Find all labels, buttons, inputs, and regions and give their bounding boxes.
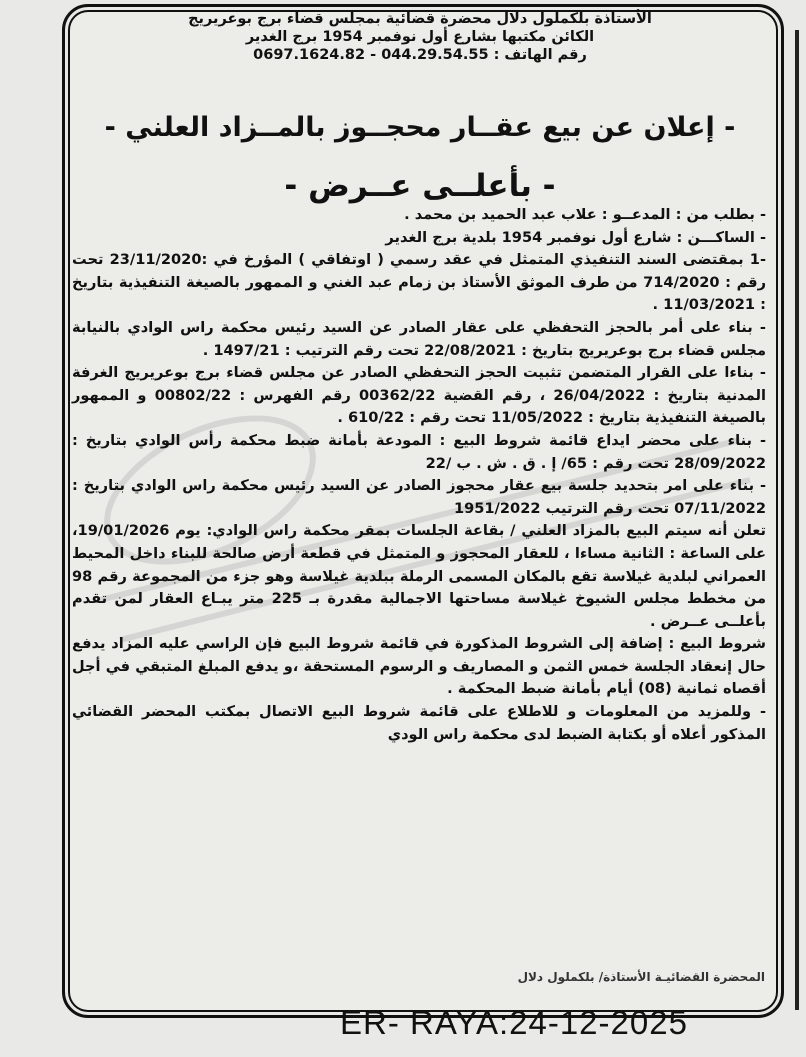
publication-stamp: ER- RAYA:24-12-2025 [340,1004,688,1041]
header-line-office: الأستاذة بلكملول دلال محضرة قضائية بمجلس قضاء برج بوعريريج [188,11,652,27]
paragraph-auction-announcement: تعلن أنه سيتم البيع بالمزاد العلني / بقاعة الجلسات بمقر محكمة راس الوادي: يوم 19/01/2026، على الساعة : الثانية مساءا ، للعقار المحجوز و المتمثل في قطعة أرض صالحة للبناء داخل المحيط العمراني لبلدية غيلاسة تقع بالمكان المسمى الرملة ببلدية غيلاسة وهو جزء من المجموعة رقم 98 من مخطط مجلس الشيوخ غيلاسة مساحتها الاجمالية مقدرة بـ 225 متر يبـاع العقار لمن تقدم بأعلــى عــرض . [72,522,766,630]
paragraph-requester: - بطلب من : المدعــو : علاب عبد الحميد بن محمد . [404,206,766,223]
paragraph-residence: - الساكـــن : شارع أول نوفمبر 1954 بلدية برج الغدير [385,228,766,246]
paragraph-conditions-deposit: - بناء على محضر ايداع قائمة شروط البيع : المودعة بأمانة ضبط محكمة رأس الوادي بتاريخ : 28/09/2022 تحت رقم : 65/ إ . ق . ش . ب /22 [72,431,766,472]
notice-subtitle: - بأعلــى عــرض - [284,168,556,204]
paragraph-confirmation-decision: - بناءا على القرار المتضمن تثبيت الحجز التحفظي الصادر عن مجلس قضاء برج بوعريريج الغرفة المدنية بتاريخ : 26/04/2022 ، رقم القضية 00362/22 رقم الفهرس : 00802/22 و الممهور بالصيغة التنفيذية بتاريخ : 11/05/2022 تحت رقم : 610/22 . [72,364,766,427]
header-line-address: الكائن مكتبها بشارع أول نوفمبر 1954 برج الغدير [245,29,595,45]
paragraph-executive-title: -1 بمقتضى السند التنفيذي المتمثل في عقد رسمي ( اوتفاقي ) المؤرخ في :23/11/2020 تحت رقم : 714/2020 من طرف الموثق الأستاذ بن زمام عبد الغني و الممهور بالصيغة التنفيذية بتاريخ : 11/03/2021 . [72,251,766,314]
bailiff-header [90,10,750,64]
header-line-phone: رقم الهاتف : 044.29.54.55 - 0697.1624.82 [253,47,587,63]
paragraph-session-order: - بناء على امر بتحديد جلسة بيع عقار محجوز الصادر عن السيد رئيس محكمة راس الوادي بتاريخ : 07/11/2022 تحت رقم الترتيب 1951/2022 [72,477,766,517]
paragraph-contact-info: - وللمزيد من المعلومات و للاطلاع على قائمة شروط البيع الاتصال بمكتب المحضر القضائي المذكور أعلاه أو بكتابة الضبط لدى محكمة راس الودي [72,703,766,743]
paragraph-seizure-order: - بناء على أمر بالحجز التحفظي على عقار الصادر عن السيد رئيس محكمة راس الوادي بالنيابة مجلس قضاء برج بوعريريج بتاريخ : 22/08/2021 تحت رقم الترتيب : 1497/21 . [72,318,766,359]
adjacent-column-edge [795,30,799,1010]
paragraph-sale-conditions: شروط البيع : إضافة إلى الشروط المذكورة في قائمة شروط البيع فإن الراسي عليه المزاد يدفع حال إنعقاد الجلسة خمس الثمن و المصاريف و الرسوم المستحقة ،و يدفع المبلغ المتبقي في أجل أقصاه ثمانية (08) أيام بأمانة ضبط المحكمة . [72,635,766,698]
notice-title: - إعلان عن بيع عقــار محجــوز بالمــزاد العلني - [104,112,736,143]
signature-line: المحضرة القضائيـة الأستاذة/ بلكملول دلال [517,970,765,984]
notice-body [72,204,766,746]
